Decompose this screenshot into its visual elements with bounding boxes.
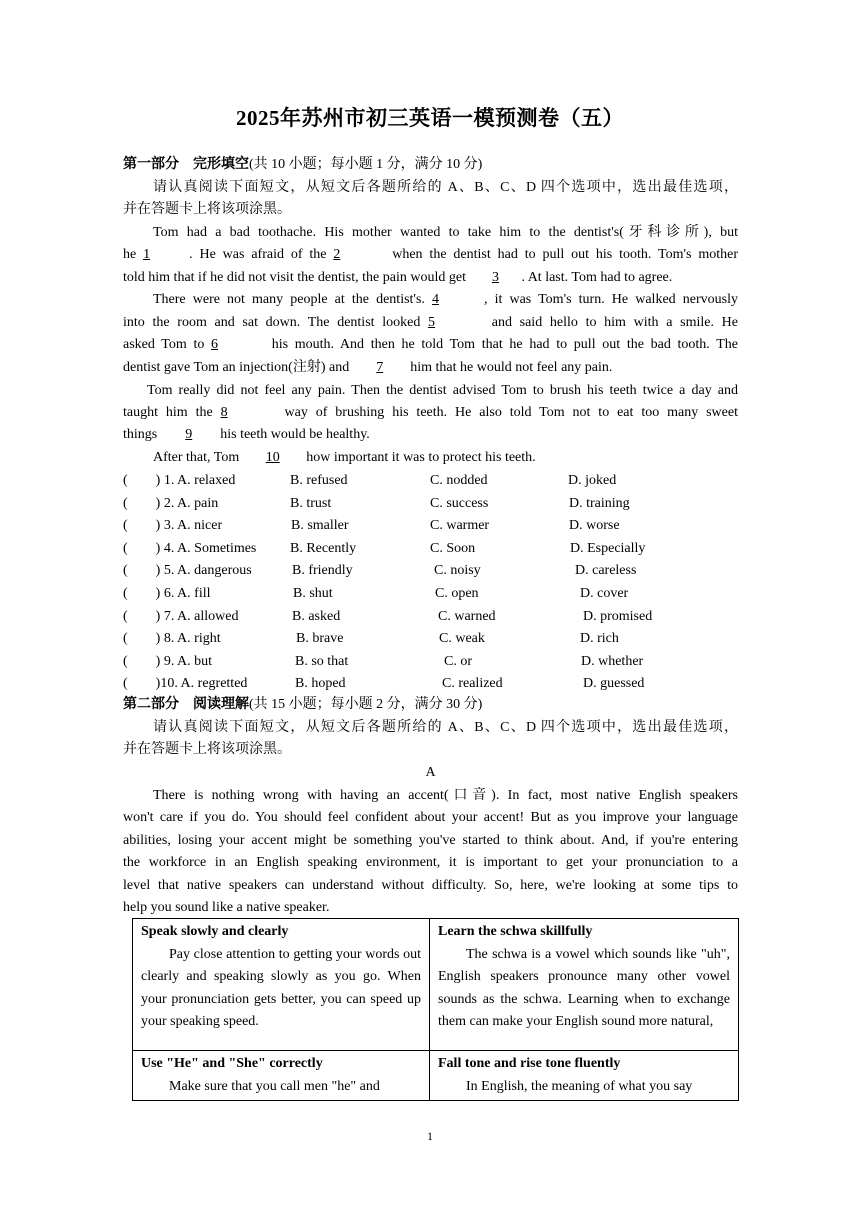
option-c: C. warmer [430, 518, 490, 534]
passage-line: Tom really did not feel any pain. Then the dentist advised Tom to brush his teeth twice a day and [147, 383, 738, 398]
part2-heading-bold: 第二部分 阅读理解 [123, 697, 249, 712]
option-c: C. realized [442, 676, 503, 692]
reading-line: help you sound like a native speaker. [123, 900, 330, 915]
option-d: D. rich [580, 631, 619, 647]
option-c: C. noisy [434, 563, 481, 579]
tip-body: The schwa is a vowel which sounds like "uh", English speakers pronounce many other vowel sounds as the schwa. Learning when to exchange them can make your English sound more natural, [438, 946, 730, 1029]
passage-line: After that, Tom 10 how important it was to protect his teeth. [153, 447, 738, 469]
question-stem-option-a: ( ) 6. A. fill [123, 586, 211, 601]
part1-heading [123, 154, 738, 176]
tip-body: Make sure that you call men "he" and [169, 1078, 380, 1094]
option-d: D. training [569, 495, 630, 511]
page-number: 1 [427, 1129, 433, 1143]
blank-7: 7 [376, 360, 384, 375]
tip-cell [430, 919, 739, 1051]
passage-line: Tom had a bad toothache. His mother wanted to take him to the dentist's(牙科诊所), but [153, 225, 738, 240]
page-title: 2025年苏州市初三英语一模预测卷（五） [236, 106, 624, 130]
option-c: C. warned [438, 608, 496, 624]
option-b: B. trust [290, 495, 332, 511]
option-c: C. or [444, 653, 472, 669]
tip-cell [430, 1051, 739, 1101]
passage-line: told him that if he did not visit the dentist, the pain would get 3 . At last. Tom had to agree. [123, 267, 738, 289]
option-b: B. smaller [291, 518, 349, 534]
part2-instruction-line1: 请认真阅读下面短文，从短文后各题所给的 A、B、C、D 四个选项中，选出最佳选项， [153, 720, 738, 735]
question-stem-option-a: ( ) 1. A. relaxed [123, 473, 236, 488]
question-stem-option-a: ( ) 7. A. allowed [123, 608, 239, 624]
option-c: C. success [430, 495, 489, 511]
part2-heading-rest: (共 15 小题；每小题 2 分，满分 30 分) [249, 697, 483, 712]
option-d: D. joked [568, 473, 617, 488]
blank-5: 5 [428, 315, 436, 330]
passage-line: dentist gave Tom an injection(注射) and 7 him that he would not feel any pain. [123, 357, 738, 379]
passage-line: taught him the 8 way of brushing his teeth. He also told Tom not to eat too many sweet [123, 402, 738, 424]
question-stem-option-a: ( ) 9. A. but [123, 653, 213, 669]
blank-4: 4 [432, 292, 439, 307]
part1-heading-rest: (共 10 小题；每小题 1 分，满分 10 分) [249, 157, 483, 172]
tip-cell [133, 919, 430, 1051]
option-d: D. whether [581, 653, 644, 669]
blank-6: 6 [211, 337, 219, 352]
option-b: B. brave [296, 631, 344, 647]
passage-line: he 1 . He was afraid of the 2 when the dentist had to pull out his tooth. Tom's mother [123, 244, 738, 266]
option-d: D. worse [569, 518, 620, 534]
tip-title: Learn the schwa skillfully [438, 924, 593, 939]
question-stem-option-a: ( ) 2. A. pain [123, 495, 219, 511]
blank-8: 8 [220, 405, 228, 420]
question-stem-option-a: ( ) 8. A. right [123, 631, 221, 647]
tip-title: Fall tone and rise tone fluently [438, 1056, 621, 1071]
part2-instruction-line2: 并在答题卡上将该项涂黑。 [123, 742, 291, 757]
part1-instruction-line1: 请认真阅读下面短文，从短文后各题所给的 A、B、C、D 四个选项中，选出最佳选项， [153, 180, 738, 195]
option-b: B. shut [293, 586, 333, 601]
reading-line: level that native speakers can understand without difficulty. So, here, we're looking at some tips to [123, 878, 738, 893]
blank-3: 3 [491, 270, 499, 285]
option-b: B. refused [290, 473, 348, 488]
tip-cell [133, 1051, 430, 1101]
option-b: B. so that [295, 653, 349, 669]
blank-9: 9 [185, 427, 193, 442]
option-d: D. guessed [583, 676, 645, 692]
option-d: D. promised [583, 608, 653, 624]
passage-line: things 9 his teeth would be healthy. [123, 424, 738, 446]
question-stem-option-a: ( ) 3. A. nicer [123, 518, 223, 534]
reading-line: won't care if you do. You should feel confident about your accent! But as you improve your language [123, 810, 738, 825]
part1-heading-bold: 第一部分 完形填空 [123, 157, 249, 172]
tips-table [132, 918, 739, 1101]
question-stem-option-a: ( ) 5. A. dangerous [123, 563, 252, 579]
blank-2: 2 [333, 247, 341, 262]
option-c: C. Soon [430, 540, 476, 556]
tip-title: Use "He" and "She" correctly [141, 1056, 323, 1071]
option-d: D. careless [575, 563, 637, 579]
option-b: B. asked [292, 608, 341, 624]
passage-line: asked Tom to 6 his mouth. And then he told Tom that he had to pull out the bad tooth. The [123, 334, 738, 356]
part2-heading [123, 694, 738, 716]
reading-line: the workforce in an English speaking environment, it is important to get your pronunciation to a [123, 855, 738, 870]
section-label: A [425, 765, 436, 780]
blank-10: 10 [265, 450, 280, 465]
part1-instruction-line2: 并在答题卡上将该项涂黑。 [123, 202, 291, 217]
tip-body: Pay close attention to getting your words out clearly and speaking slowly as you go. When your pronunciation gets better, you can speed up your speaking speed. [141, 946, 421, 1029]
option-d: D. Especially [570, 540, 646, 556]
option-b: B. hoped [295, 676, 346, 692]
option-c: C. nodded [430, 473, 488, 488]
question-stem-option-a: ( )10. A. regretted [123, 676, 248, 692]
question-stem-option-a: ( ) 4. A. Sometimes [123, 540, 257, 556]
passage-line: into the room and sat down. The dentist looked 5 and said hello to him with a smile. He [123, 312, 738, 334]
tip-body: In English, the meaning of what you say [466, 1078, 693, 1094]
option-d: D. cover [580, 586, 629, 601]
passage-line: There were not many people at the dentist's. 4 , it was Tom's turn. He walked nervously [153, 289, 738, 311]
tip-title: Speak slowly and clearly [141, 924, 289, 939]
option-c: C. weak [439, 631, 485, 647]
blank-1: 1 [143, 247, 151, 262]
reading-line: abilities, losing your accent might be something you've started to think about. And, if you're entering [123, 833, 738, 848]
option-c: C. open [435, 586, 479, 601]
option-b: B. friendly [292, 563, 353, 579]
option-b: B. Recently [290, 540, 357, 556]
reading-line: There is nothing wrong with having an accent(口音). In fact, most native English speakers [153, 788, 738, 803]
